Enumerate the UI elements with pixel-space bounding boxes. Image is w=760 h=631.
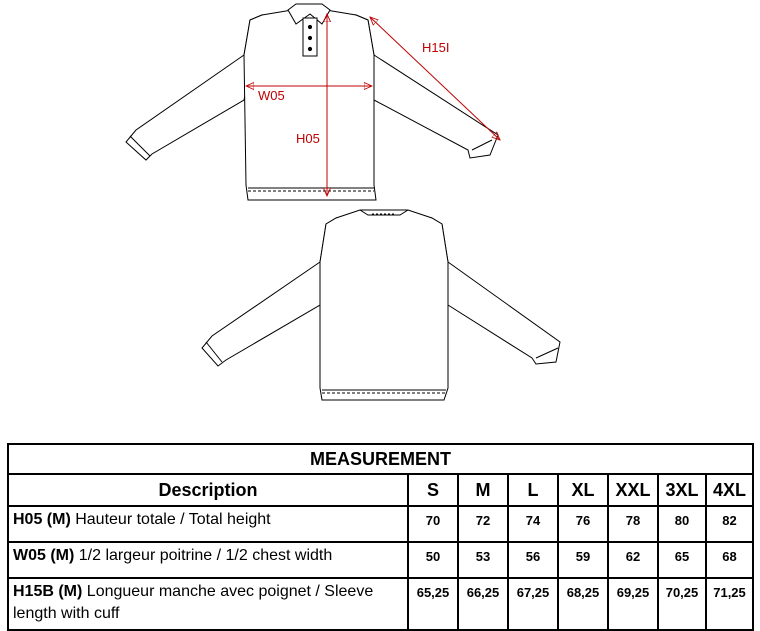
table-cell: 74 <box>508 506 558 542</box>
table-cell: 53 <box>458 542 508 578</box>
height-label: H05 <box>296 131 320 146</box>
size-header: S <box>408 474 458 506</box>
table-cell: 69,25 <box>608 578 658 630</box>
table-row <box>8 542 753 578</box>
back-view <box>202 210 560 400</box>
table-cell: 82 <box>706 506 753 542</box>
table-cell: 56 <box>508 542 558 578</box>
measure-text: Hauteur totale / Total height <box>70 511 271 528</box>
width-label: W05 <box>258 88 285 103</box>
size-header: XXL <box>608 474 658 506</box>
size-header: 4XL <box>706 474 753 506</box>
front-view <box>126 4 498 200</box>
table-cell: 70,25 <box>658 578 706 630</box>
size-header: 3XL <box>658 474 706 506</box>
table-cell: 65,25 <box>408 578 458 630</box>
table-cell: 62 <box>608 542 658 578</box>
table-cell: 80 <box>658 506 706 542</box>
table-cell: 65 <box>658 542 706 578</box>
table-cell: 70 <box>408 506 458 542</box>
size-header: L <box>508 474 558 506</box>
size-header: XL <box>558 474 608 506</box>
table-cell: 76 <box>558 506 608 542</box>
table-cell: 59 <box>558 542 608 578</box>
header-row <box>8 474 753 506</box>
measure-code: W05 (M) <box>13 547 75 564</box>
size-header: M <box>458 474 508 506</box>
row-description <box>8 542 408 578</box>
measure-code: H05 (M) <box>13 511 71 528</box>
sleeve-label: H15I <box>422 40 450 55</box>
table-cell: 68,25 <box>558 578 608 630</box>
table-cell: 78 <box>608 506 658 542</box>
table-row <box>8 506 753 542</box>
table-cell: 71,25 <box>706 578 753 630</box>
measure-code: H15B (M) <box>13 583 83 600</box>
measure-text: Longueur manche avec poignet / Sleeve length with cuff <box>13 583 374 622</box>
table-row <box>8 578 753 630</box>
description-header: Description <box>8 474 408 506</box>
table-cell: 66,25 <box>458 578 508 630</box>
measurement-table <box>7 443 754 631</box>
measure-text: 1/2 largeur poitrine / 1/2 chest width <box>74 547 333 564</box>
table-cell: 68 <box>706 542 753 578</box>
table-cell: 72 <box>458 506 508 542</box>
row-description <box>8 506 408 542</box>
table-title: MEASUREMENT <box>8 444 753 474</box>
table-cell: 50 <box>408 542 458 578</box>
table-cell: 67,25 <box>508 578 558 630</box>
row-description <box>8 578 408 630</box>
